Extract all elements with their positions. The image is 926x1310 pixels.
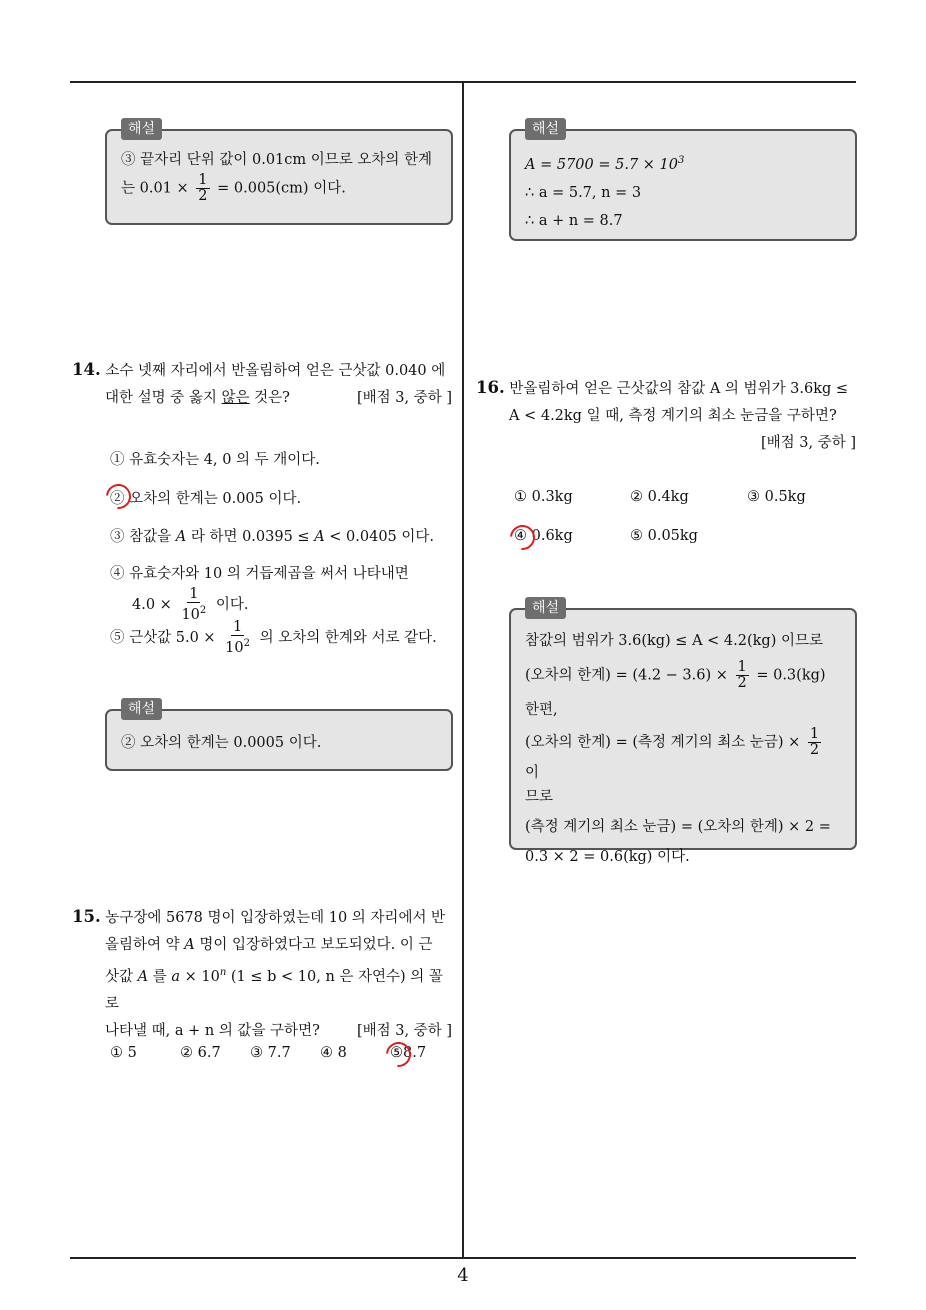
choice-3[interactable]: ③ 0.5kg	[747, 489, 806, 505]
underlined-word: 않은	[221, 390, 250, 406]
bottom-rule	[70, 1257, 856, 1259]
choice-5[interactable]: ⑤ 근삿값 5.0 × $\frac{1}{10^2}$ 의 오차의 한계와 서로 같다.	[110, 619, 437, 656]
question-line: 15. 농구장에 5678 명이 입장하였는데 10 의 자리에서 반	[72, 907, 446, 926]
solution-line: (오차의 한계) = (4.2 − 3.6) × $\frac{1}{2}$ = 0.3(kg)	[525, 659, 826, 691]
solution-box-14	[105, 701, 453, 771]
solution-box-13	[105, 121, 453, 225]
solution-line: 는 0.01 × $\frac{1}{2}$ = 0.005(cm) 이다.	[121, 172, 346, 204]
choice-4[interactable]: ④ 유효숫자와 10 의 거듭제곱을 써서 나타내면 4.0 × $\frac{1}{10^2}$ 이다.	[110, 566, 409, 623]
choice-5[interactable]: ⑤ 0.05kg	[630, 528, 698, 544]
fraction: $\frac{1}{10^2}$	[225, 619, 250, 656]
question-line: 삿값 A 를 $a \times 10^n$ (1 ≤ b < 10, n 은 자연수) 의 꼴로	[105, 967, 443, 1012]
solution-box-16	[509, 600, 857, 865]
question-number: 15.	[72, 907, 101, 926]
question-15	[72, 903, 452, 1045]
solution-box-15	[509, 121, 857, 241]
choice-2[interactable]: ② 0.4kg	[630, 489, 689, 505]
solution-line: 므로	[525, 789, 554, 805]
solution-line: (오차의 한계) = (측정 계기의 최소 눈금) × $\frac{1}{2}$ 이	[525, 726, 820, 781]
question-line: 나타낼 때, a + n 의 값을 구하면? [배점 3, 중하 ]	[72, 1018, 452, 1045]
choice-5[interactable]: ⑤8.7	[390, 1045, 427, 1061]
choice-1[interactable]: ① 0.3kg	[514, 489, 573, 505]
score-meta: [배점 3, 중하 ]	[356, 1022, 452, 1039]
fraction: $\frac{1}{10^2}$	[181, 586, 207, 623]
question-line: 올림하여 약 A 명이 입장하였다고 보도되었다. 이 근	[105, 937, 433, 953]
question-line	[476, 430, 860, 457]
question-line: A < 4.2kg 일 때, 측정 계기의 최소 눈금을 구하면?	[509, 408, 837, 424]
solution-line: ③ 끝자리 단위 값이 0.01cm 이므로 오차의 한계	[121, 152, 433, 168]
solution-tag: 해설	[525, 118, 566, 140]
choice-4[interactable]: ④ 0.6kg	[514, 528, 573, 544]
question-number: 14.	[72, 360, 101, 379]
solution-line: ∴ a + n = 8.7	[525, 212, 623, 229]
solution-line: ∴ a = 5.7, n = 3	[525, 184, 642, 201]
fraction: $\frac{1}{2}$	[737, 659, 747, 691]
score-meta: [배점 3, 중하 ]	[356, 390, 452, 406]
solution-tag: 해설	[121, 118, 162, 140]
solution-line: 참값의 범위가 3.6(kg) ≤ A < 4.2(kg) 이므로	[525, 633, 823, 649]
choice-3[interactable]: ③ 참값을 A 라 하면 0.0395 ≤ A < 0.0405 이다.	[110, 529, 435, 545]
choice-2[interactable]: ② 6.7	[180, 1045, 221, 1061]
fraction: $\frac{1}{2}$	[809, 726, 820, 758]
choice-1[interactable]: ① 유효숫자는 4, 0 의 두 개이다.	[110, 452, 320, 468]
choice-2[interactable]: ② 오차의 한계는 0.005 이다.	[110, 491, 302, 507]
solution-tag: 해설	[525, 597, 566, 619]
solution-line: (측정 계기의 최소 눈금) = (오차의 한계) × 2 =	[525, 819, 831, 835]
solution-line: ② 오차의 한계는 0.0005 이다.	[121, 735, 322, 751]
answer-circle-mark	[505, 520, 540, 555]
column-divider	[462, 83, 464, 1259]
solution-line: 0.3 × 2 = 0.6(kg) 이다.	[525, 849, 690, 865]
solution-line: $A = 5700 = 5.7 \times 10^3$	[525, 155, 685, 173]
choice-3[interactable]: ③ 7.7	[250, 1045, 291, 1061]
question-number: 16.	[476, 378, 505, 397]
choice-1[interactable]: ① 5	[110, 1045, 137, 1061]
answer-circle-mark	[101, 479, 136, 514]
question-16	[476, 374, 860, 457]
question-line: 대한 설명 중 옳지 않은 것은? [배점 3, 중하 ]	[72, 385, 452, 412]
fraction: $\frac{1}{2}$	[198, 172, 208, 204]
question-line: 14. 소수 넷째 자리에서 반올림하여 얻은 근삿값 0.040 에	[72, 360, 446, 379]
solution-tag: 해설	[121, 698, 162, 720]
page-number: 4	[457, 1265, 469, 1286]
score-meta: [배점 3, 중하 ]	[760, 435, 856, 451]
question-14	[72, 356, 452, 412]
question-line: 16. 반올림하여 얻은 근삿값의 참값 A 의 범위가 3.6kg ≤	[476, 378, 849, 397]
choice-4[interactable]: ④ 8	[320, 1045, 347, 1061]
solution-line: 한편,	[525, 702, 558, 718]
